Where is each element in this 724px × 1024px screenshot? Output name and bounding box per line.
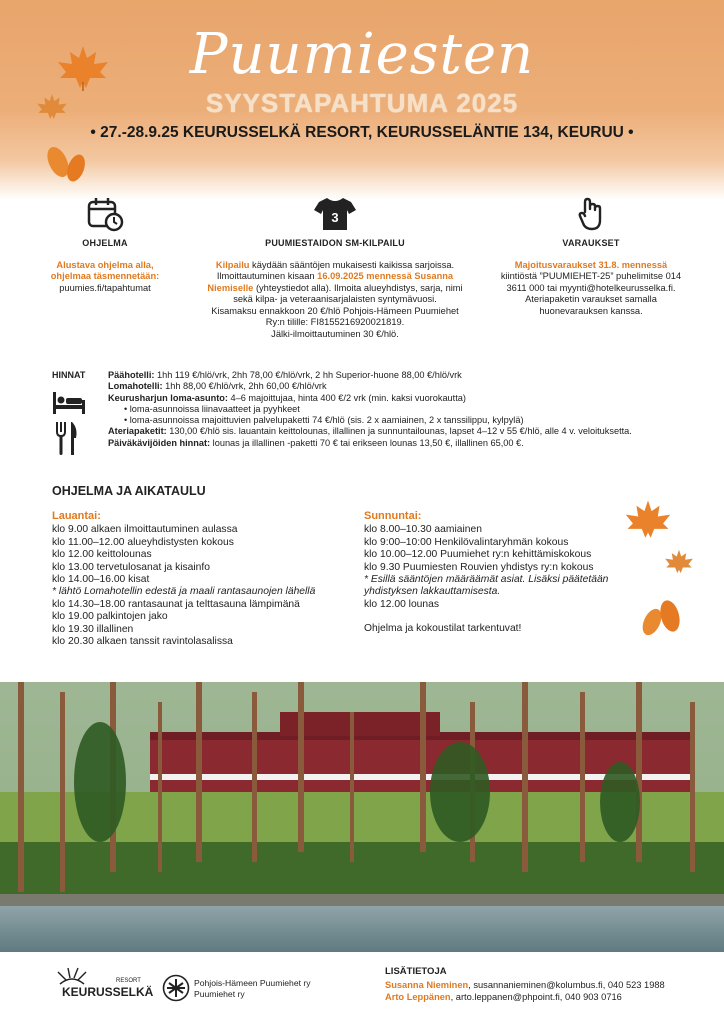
org-line1: Pohjois-Hämeen Puumiehet ry	[194, 978, 311, 988]
kilpailu-t5: Jälki-ilmoittautuminen 30 €/hlö.	[271, 328, 399, 339]
varaukset-hl: Majoitusvaraukset 31.8. mennessä	[514, 259, 668, 270]
schedule-item: klo 8.00–10.30 aamiainen	[364, 524, 482, 536]
varaukset-heading: VARAUKSET	[562, 238, 620, 248]
schedule-item: klo 20.30 alkaen tanssit ravintolasalissa	[52, 636, 233, 648]
schedule-item: klo 13.00 tervetulosanat ja kisainfo	[52, 561, 210, 573]
kilpailu-t3: (yhteystiedot alla). Ilmoita alueyhdistys, sarja, nimi sekä kilpa- ja veteraanisarjalaisten syntymävuosi.	[233, 282, 463, 304]
varaukset-t1: kiintiöstä ”PUUMIEHET-25” puhelimitse 014 3611 000 tai myynti@hotelkeurusselka.fi.	[500, 271, 682, 293]
contact-details[interactable]: , arto.leppanen@phpoint.fi, 040 903 0716	[450, 992, 622, 1002]
prices-label: HINNAT	[52, 370, 86, 380]
resort-small-label: RESORT	[116, 978, 141, 984]
kilpailu-heading: PUUMIESTAIDON SM-KILPAILU	[265, 238, 405, 248]
contact-name: Susanna Nieminen	[385, 979, 469, 990]
page-subtitle: SYYSTAPAHTUMA 2025	[205, 88, 519, 118]
varaukset-column	[496, 196, 686, 317]
lomahotelli-text: 1hh 88,00 €/hlö/vrk, 2hh 60,00 €/hlö/vrk	[162, 381, 327, 392]
kilpailu-hl2: 16.09.2025 mennessä Susanna Niemiselle	[207, 271, 454, 293]
keurusselka-resort-logo	[54, 966, 154, 1004]
kilpailu-t1: käydään sääntöjen mukaisesti kaikissa sarjoissa.	[249, 259, 455, 270]
loma-asunto-label: Keurusharjun loma-asunto:	[108, 392, 228, 403]
schedule-item: klo 9.00 alkaen ilmoittautuminen aulassa	[52, 524, 238, 536]
kilpailu-column	[204, 196, 466, 340]
oak-leaf-icon	[44, 142, 90, 184]
ohjelma-column	[40, 196, 170, 294]
contact-info	[385, 966, 665, 1004]
oak-leaf-icon	[638, 598, 684, 640]
ateria-label: Ateriapaketit:	[108, 426, 167, 437]
saturday-schedule	[52, 510, 352, 648]
resort-name: KEURUSSELKÄ	[62, 985, 154, 999]
program-title: OHJELMA JA AIKATAULU	[52, 484, 206, 498]
hand-icon	[576, 196, 606, 232]
ohjelma-heading: OHJELMA	[82, 238, 128, 248]
resort-landscape-image	[0, 682, 724, 952]
contact-heading: LISÄTIETOJA	[385, 966, 447, 977]
calendar-clock-icon	[86, 196, 124, 232]
varaukset-text	[496, 260, 686, 318]
price-paivakavijat	[108, 438, 698, 449]
org-line2: Puumiehet ry	[194, 988, 245, 999]
event-date-location: • 27.-28.9.25 KEURUSSELKÄ RESORT, KEURUSSELÄNTIE 134, KEURUU •	[90, 124, 634, 141]
contact-arto	[385, 991, 665, 1004]
org-name	[194, 978, 311, 999]
resort-photo	[0, 682, 724, 952]
kilpailu-text	[204, 260, 466, 341]
contact-name: Arto Leppänen	[385, 992, 451, 1002]
saturday-heading: Lauantai:	[52, 510, 101, 522]
kilpailu-hl1: Kilpailu	[215, 259, 250, 270]
lomahotelli-label: Lomahotelli:	[108, 381, 163, 392]
ateria-text: 130,00 €/hlö sis. lauantain keittolounas, illallinen ja sunnuntailounas, lapset 4–12 v 55 €/hlö, alle 4 v. veloituksetta.	[166, 426, 632, 437]
loma-asunto-text: 4–6 majoittujaa, hinta 400 €/2 vrk (min. kaksi vuorokautta)	[227, 392, 466, 403]
program-footer-note: Ohjelma ja kokoustilat tarkentuvat!	[364, 623, 522, 635]
schedule-item: klo 19.00 palkintojen jako	[52, 611, 168, 623]
price-loma-asunto	[108, 393, 698, 404]
schedule-item: klo 14.00–16.00 kisat	[52, 574, 150, 586]
paivakavijat-label: Päiväkävijöiden hinnat:	[108, 437, 211, 448]
paivakavijat-text: lounas ja illallinen -paketti 70 € tai erikseen lounas 13,50 €, illallinen 65,00 €.	[210, 437, 524, 448]
ohjelma-highlight: Alustava ohjelma alla, ohjelmaa täsmennetään:	[50, 259, 160, 281]
sunday-schedule	[364, 510, 634, 636]
schedule-item: klo 12.00 keittolounas	[52, 549, 152, 561]
kilpailu-t2: Ilmoittautuminen kisaan	[216, 271, 318, 281]
prices-list	[108, 370, 698, 449]
price-sub2: • loma-asunnoissa majoittuvien palvelupaketti 74 €/hlö (sis. 2 x aamiainen, 2 x tanssilippu, kylpylä)	[124, 415, 524, 426]
contact-details[interactable]: , susannanieminen@kolumbus.fi, 040 523 1988	[468, 979, 665, 990]
tshirt-number: 3	[331, 210, 339, 225]
price-lomahotelli	[108, 381, 698, 392]
fork-knife-icon	[54, 420, 80, 456]
ohjelma-link[interactable]: puumies.fi/tapahtumat	[59, 282, 151, 293]
price-sub1: • loma-asunnoissa liinavaatteet ja pyyhkeet	[124, 403, 300, 414]
kilpailu-t4: Kisamaksu ennakkoon 20 €/hlö Pohjois-Hämeen Puumiehet Ry:n tilille: FI8155216920021819.	[211, 305, 459, 327]
paahotelli-text: 1hh 119 €/hlö/vrk, 2hh 78,00 €/hlö/vrk, 2 hh Superior-huone 88,00 €/hlö/vrk	[154, 370, 462, 380]
paahotelli-label: Päähotelli:	[108, 370, 155, 380]
maple-leaf-icon	[624, 498, 672, 542]
contact-susanna	[385, 979, 665, 992]
maple-leaf-icon	[664, 548, 694, 576]
schedule-item: klo 19.30 illallinen	[52, 623, 134, 635]
price-ateria	[108, 426, 698, 437]
sunday-heading: Sunnuntai:	[364, 510, 422, 522]
schedule-item: klo 11.00–12.00 alueyhdistysten kokous	[52, 536, 234, 548]
page-title: Puumiesten	[189, 22, 535, 87]
schedule-item: klo 10.00–12.00 Puumiehet ry:n kehittämiskokous	[364, 549, 592, 561]
sunday-note: * Esillä sääntöjen määräämät asiat. Lisäksi päätetään yhdistyksen lakkauttamisesta.	[364, 574, 609, 598]
schedule-item: klo 14.30–18.00 rantasaunat ja telttasauna lämpimänä	[52, 598, 300, 610]
schedule-item: klo 9:00–10:00 Henkilövalintaryhmän kokous	[364, 536, 569, 548]
schedule-item: klo 9.30 Puumiesten Rouvien yhdistys ry:n kokous	[364, 561, 594, 573]
price-paahotelli	[108, 370, 698, 381]
puumiehet-emblem-icon	[162, 974, 190, 1002]
footer	[0, 952, 724, 1024]
varaukset-t2: Ateriapaketin varaukset samalla huonevarauksen kanssa.	[525, 294, 657, 316]
schedule-item: klo 12.00 lounas	[364, 598, 439, 610]
saturday-note: * lähtö Lomahotellin edestä ja maali rantasaunojen lähellä	[52, 586, 316, 598]
bed-icon	[52, 390, 86, 416]
tshirt-icon	[313, 196, 357, 232]
